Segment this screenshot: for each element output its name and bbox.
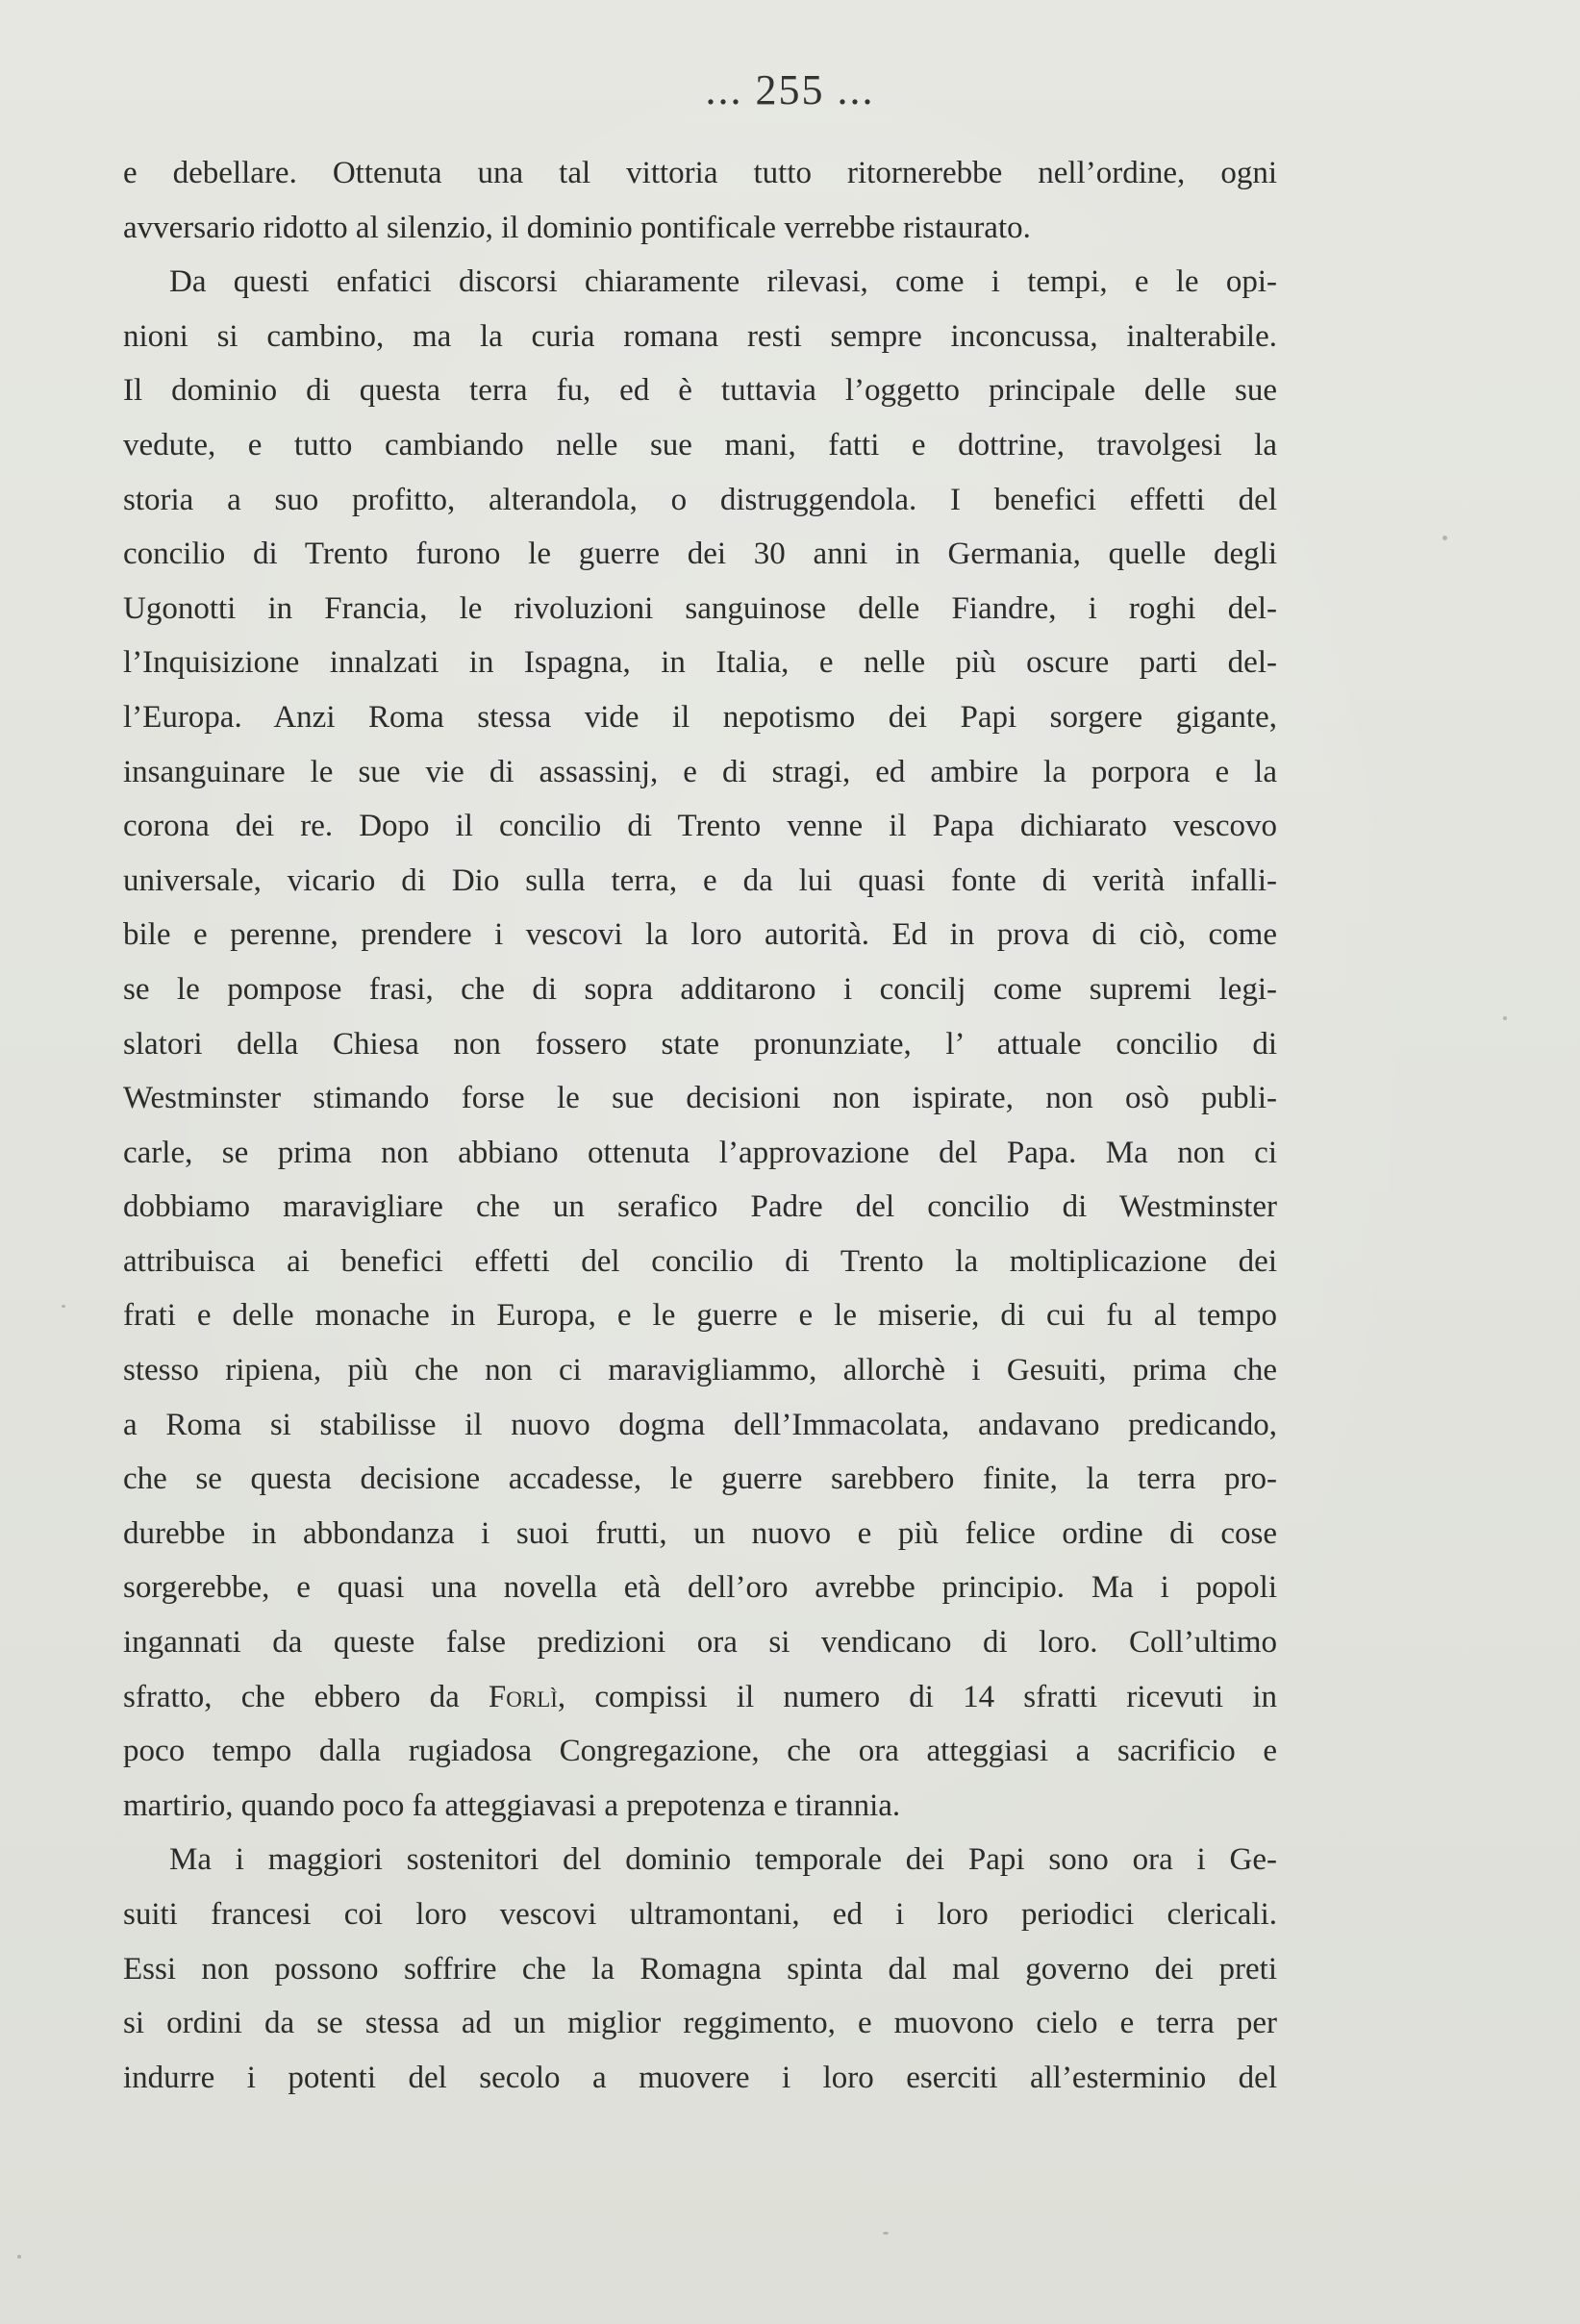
text-line: l’Inquisizione innalzati in Ispagna, in Italia, e nelle più oscure parti del-: [123, 645, 1277, 681]
text-line: nioni si cambino, ma la curia romana resti sempre inconcussa, inalterabile.: [123, 318, 1277, 354]
text-line: dobbiamo maravigliare che un serafico Padre del concilio di Westminster: [123, 1189, 1277, 1225]
text-line: ingannati da queste false predizioni ora si vendicano di loro. Coll’ultimo: [123, 1625, 1277, 1661]
paper-speck: [1503, 1016, 1507, 1020]
text-line: Da questi enfatici discorsi chiaramente rilevasi, come i tempi, e le opi-: [169, 264, 1277, 300]
text-line: poco tempo dalla rugiadosa Congregazione, che ora atteggiasi a sacrificio e: [123, 1734, 1277, 1769]
text-line: storia a suo profitto, alterandola, o distruggendola. I benefici effetti del: [123, 482, 1277, 517]
text-line: suiti francesi coi loro vescovi ultramontani, ed i loro periodici clericali.: [123, 1897, 1277, 1932]
text-line: si ordini da se stessa ad un miglior reggimento, e muovono cielo e terra per: [123, 2006, 1277, 2041]
paper-speck: [883, 2232, 889, 2235]
text-line: avversario ridotto al silenzio, il dominio pontificale verrebbe ristaurato.: [123, 210, 1031, 245]
paper-speck: [17, 2255, 21, 2259]
page-number: ... 255 ...: [705, 66, 875, 113]
place-name-smallcaps: Forlì: [488, 1679, 558, 1714]
text-line: Ugonotti in Francia, le rivoluzioni sanguinose delle Fiandre, i roghi del-: [123, 590, 1277, 626]
paper-speck: [1442, 536, 1447, 540]
text-line: che se questa decisione accadesse, le guerre sarebbero finite, la terra pro-: [123, 1462, 1277, 1497]
text-line: universale, vicario di Dio sulla terra, e da lui quasi fonte di verità infalli-: [123, 862, 1277, 898]
text-line: vedute, e tutto cambiando nelle sue mani, fatti e dottrine, travolgesi la: [123, 427, 1277, 462]
text-line: martirio, quando poco fa atteggiavasi a prepotenza e tirannia.: [123, 1787, 901, 1823]
text-line: l’Europa. Anzi Roma stessa vide il nepotismo dei Papi sorgere gigante,: [123, 699, 1277, 735]
text-line: bile e perenne, prendere i vescovi la loro autorità. Ed in prova di ciò, come: [123, 917, 1277, 953]
text-line: sfratto, che ebbero da Forlì, compissi il numero di 14 sfratti ricevuti in: [123, 1679, 1277, 1714]
text-line: a Roma si stabilisse il nuovo dogma dell’Immacolata, andavano predicando,: [123, 1407, 1277, 1442]
text-line: Westminster stimando forse le sue decisioni non ispirate, non osò publi-: [123, 1081, 1277, 1116]
text-line: Essi non possono soffrire che la Romagna spinta dal mal governo dei preti: [123, 1951, 1277, 1987]
text-line: e debellare. Ottenuta una tal vittoria tutto ritornerebbe nell’ordine, ogni: [123, 156, 1277, 190]
text-line: slatori della Chiesa non fossero state pronunziate, l’ attuale concilio di: [123, 1026, 1277, 1062]
text-line: se le pompose frasi, che di sopra additarono i concilj come supremi legi-: [123, 971, 1277, 1007]
text-line: stesso ripiena, più che non ci maravigliammo, allorchè i Gesuiti, prima che: [123, 1353, 1277, 1388]
paper-speck: [62, 1305, 65, 1308]
text-line: carle, se prima non abbiano ottenuta l’approvazione del Papa. Ma non ci: [123, 1135, 1277, 1170]
text-line: sorgerebbe, e quasi una novella età dell’oro avrebbe principio. Ma i popoli: [123, 1570, 1277, 1606]
body-text: [123, 146, 1277, 2105]
text-line: frati e delle monache in Europa, e le guerre e le miserie, di cui fu al tempo: [123, 1298, 1277, 1334]
text-line: insanguinare le sue vie di assassinj, e di stragi, ed ambire la porpora e la: [123, 754, 1277, 789]
text-line: Il dominio di questa terra fu, ed è tuttavia l’oggetto principale delle sue: [123, 373, 1277, 409]
text-line: corona dei re. Dopo il concilio di Trento venne il Papa dichiarato vescovo: [123, 809, 1277, 844]
text-line: Ma i maggiori sostenitori del dominio temporale dei Papi sono ora i Ge-: [169, 1842, 1277, 1878]
text-line: concilio di Trento furono le guerre dei 30 anni in Germania, quelle degli: [123, 537, 1277, 572]
text-line: durebbe in abbondanza i suoi frutti, un nuovo e più felice ordine di cose: [123, 1515, 1277, 1551]
text-line: indurre i potenti del secolo a muovere i loro eserciti all’esterminio del: [123, 2060, 1277, 2095]
text-line: attribuisca ai benefici effetti del concilio di Trento la moltiplicazione dei: [123, 1243, 1277, 1279]
